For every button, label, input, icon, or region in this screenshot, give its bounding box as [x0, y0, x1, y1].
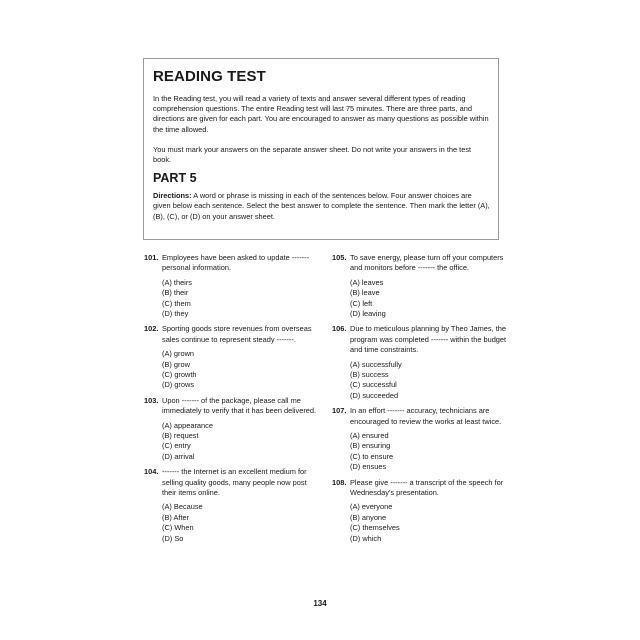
answer-option: (D) arrival [162, 451, 195, 461]
answer-option: (B) After [162, 512, 190, 522]
answer-option: (A) theirs [162, 277, 192, 287]
answer-option: (B) success [350, 369, 389, 379]
instructions-box [143, 58, 499, 240]
answer-option: (B) request [162, 430, 199, 440]
answer-option: (D) leaving [350, 308, 386, 318]
question-103 [144, 396, 320, 462]
page-number: 134 [313, 599, 327, 608]
answer-option: (A) everyone [350, 502, 393, 512]
questions-column-left [144, 253, 320, 544]
question-number: 104. [144, 467, 159, 477]
question-number: 102. [144, 324, 159, 334]
question-108 [332, 478, 508, 544]
question-text: Employees have been asked to update ------- personal information. [162, 253, 310, 273]
answer-option: (B) anyone [350, 512, 387, 522]
part-title: PART 5 [153, 171, 197, 186]
answer-option: (D) grows [162, 380, 195, 390]
answer-option: (A) ensured [350, 430, 389, 440]
answer-option: (A) leaves [350, 277, 384, 287]
directions-text: A word or phrase is missing in each of the sentences below. Four answer choices are given below each sentence. Select the best answer to complete the sentence. Then mark the letter (A), (B), (C), or (D) on your answer sheet. [153, 191, 490, 221]
question-number: 103. [144, 395, 159, 405]
question-104 [144, 467, 320, 544]
question-number: 101. [144, 253, 159, 262]
question-text: To save energy, please turn off your computers and monitors before ------- the office. [350, 253, 504, 273]
answer-option: (D) which [350, 533, 382, 543]
answer-option: (B) ensuring [350, 441, 391, 451]
question-text: Due to meticulous planning by Theo James, the program was completed ------- within the budget and time constraints. [350, 324, 507, 355]
answer-option: (D) they [162, 308, 189, 318]
question-text: In an effort ------- accuracy, technicians are encouraged to review the works at least twice. [350, 406, 502, 426]
answer-option: (C) left [350, 298, 373, 308]
question-number: 107. [332, 406, 347, 416]
question-text: Sporting goods store revenues from overseas sales continue to represent steady -------. [162, 324, 312, 344]
question-text: ------- the Internet is an excellent medium for selling quality goods, many people now post their items online. [162, 467, 307, 497]
questions-column-right [332, 253, 508, 544]
directions-label: Directions: [153, 191, 192, 201]
answer-option: (A) successfully [350, 359, 402, 369]
answer-option: (B) leave [350, 288, 380, 298]
question-text: Please give ------- a transcript of the speech for Wednesday’s presentation. [350, 477, 504, 497]
answer-option: (D) So [162, 533, 184, 543]
question-105 [332, 253, 508, 319]
directions-paragraph [153, 191, 490, 222]
answer-option: (D) ensues [350, 462, 387, 472]
answer-option: (C) growth [162, 369, 197, 379]
answer-option: (B) grow [162, 359, 190, 369]
answer-option: (C) entry [162, 441, 191, 451]
question-107 [332, 406, 508, 472]
answer-option: (C) to ensure [350, 451, 394, 461]
answer-option: (A) grown [162, 349, 195, 359]
answer-option: (C) successful [350, 380, 397, 390]
intro-paragraph: In the Reading test, you will read a variety of texts and answer several different types of reading comprehension questions. The entire Reading test will last 75 minutes. There are three parts, and directions are given for each part. You are encouraged to answer as many questions as possible within the time allowed. [153, 94, 489, 134]
question-number: 105. [332, 253, 347, 262]
answer-option: (B) their [162, 288, 189, 298]
answer-option: (C) themselves [350, 523, 400, 533]
question-101 [144, 253, 320, 319]
question-number: 108. [332, 477, 347, 487]
question-106 [332, 324, 508, 401]
answer-option: (A) appearance [162, 420, 213, 430]
answer-option: (D) succeeded [350, 390, 399, 400]
page-title: READING TEST [153, 68, 266, 85]
question-102 [144, 324, 320, 390]
answer-option: (C) When [162, 523, 194, 533]
answer-option: (C) them [162, 298, 191, 308]
answer-sheet-note: You must mark your answers on the separate answer sheet. Do not write your answers in the test book. [153, 144, 472, 165]
question-text: Upon ------- of the package, please call me immediately to verify that it has been delivered. [162, 395, 317, 416]
question-number: 106. [332, 324, 347, 334]
answer-option: (A) Because [162, 502, 203, 512]
